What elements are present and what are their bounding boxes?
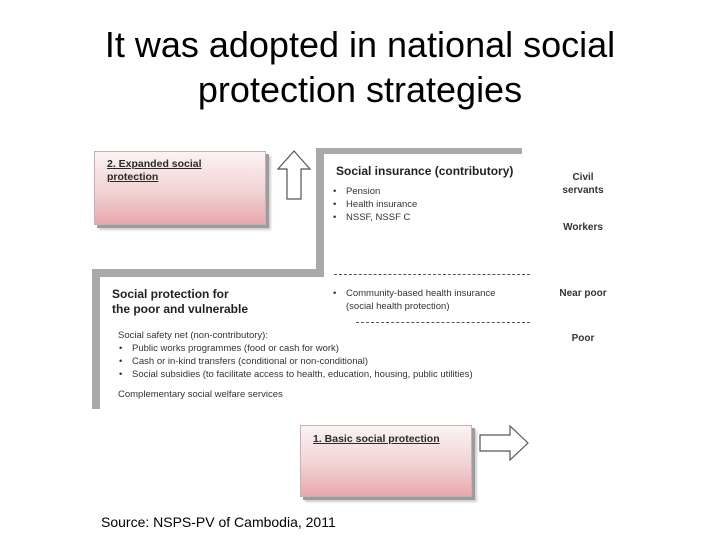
- poor-vulnerable-panel: [100, 277, 332, 327]
- civil-servants-line-2: servants: [562, 185, 604, 196]
- list-item: • Health insurance: [330, 198, 530, 211]
- social-insurance-list: [324, 179, 530, 224]
- list-item: • Community-based health insurance (social health protection): [330, 287, 520, 313]
- near-poor-label: Near poor: [559, 288, 607, 299]
- basic-social-protection-box: [300, 425, 472, 497]
- expanded-social-protection-box: [94, 151, 266, 225]
- basic-social-protection-label: 1. Basic social protection: [313, 433, 440, 445]
- title-line-1: It was adopted in national social: [104, 24, 616, 65]
- list-item: • Cash or in-kind transfers (conditional or non-conditional): [116, 355, 530, 368]
- community-list: [330, 287, 520, 313]
- civil-servants-line-1: Civil: [572, 172, 594, 183]
- civil-servants-label: [538, 171, 628, 197]
- list-item: • Pension: [330, 185, 530, 198]
- poor-vulnerable-header-line-2: the poor and vulnerable: [112, 302, 249, 316]
- poor-vulnerable-header: [100, 277, 332, 317]
- safety-net-title: Social safety net (non-contributory):: [118, 330, 268, 341]
- list-item: • Social subsidies (to facilitate access to health, education, housing, public utilities): [116, 368, 530, 381]
- poor-vulnerable-header-line-1: Social protection for: [112, 287, 229, 301]
- slide-title: [0, 22, 720, 112]
- frame-shadow-left: [92, 269, 100, 409]
- workers-label: Workers: [563, 222, 603, 233]
- dashed-separator: [356, 322, 530, 323]
- list-item: • Public works programmes (food or cash for work): [116, 342, 530, 355]
- right-arrow-icon: [478, 423, 530, 463]
- welfare-services: Complementary social welfare services: [118, 389, 283, 400]
- dashed-separator: [334, 274, 530, 275]
- social-protection-diagram: [92, 145, 632, 505]
- frame-shadow-mid: [92, 269, 324, 277]
- up-arrow-icon: [276, 149, 312, 201]
- list-item: • NSSF, NSSF C: [330, 211, 530, 224]
- title-line-2: protection strategies: [197, 69, 523, 110]
- expanded-social-protection-label: 2. Expanded social protection: [107, 158, 202, 183]
- social-insurance-header: Social insurance (contributory): [336, 164, 514, 178]
- source-caption: Source: NSPS-PV of Cambodia, 2011: [101, 514, 336, 530]
- safety-net-list: [100, 342, 530, 381]
- safety-net-panel: [100, 323, 530, 419]
- poor-label: Poor: [571, 333, 595, 344]
